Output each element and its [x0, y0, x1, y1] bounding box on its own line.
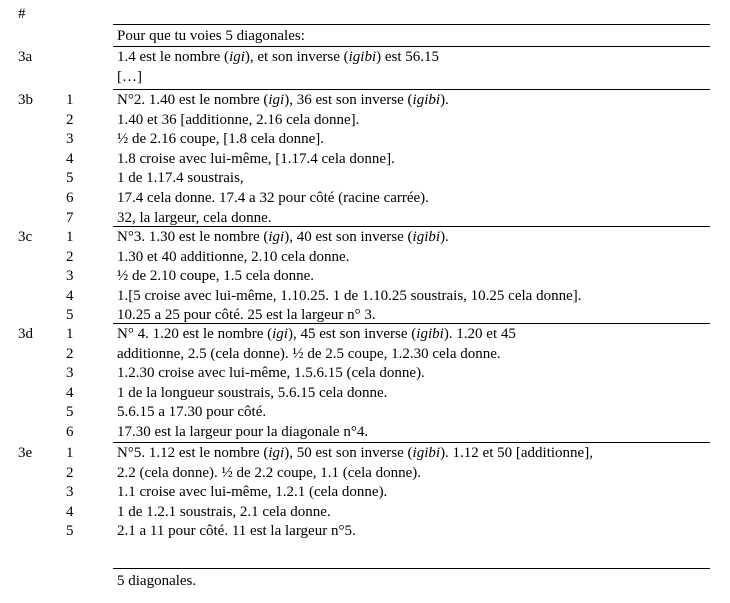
line-number: 2: [66, 112, 74, 128]
line-number: 4: [66, 288, 74, 304]
text-part: ).: [440, 92, 449, 108]
text-part: N°5. 1.12 est le nombre (: [117, 445, 269, 461]
text-part: ), 50 est son inverse (: [284, 445, 413, 461]
line-text: [117, 503, 331, 521]
italic-term: igibi: [416, 326, 444, 342]
line-text: [117, 364, 425, 382]
hash-symbol: #: [18, 6, 26, 22]
line-text: [117, 522, 356, 540]
text-part: ½ de 2.16 coupe, [1.8 cela donne].: [117, 131, 325, 147]
line-number: 5: [66, 404, 74, 420]
italic-term: igibi: [412, 229, 441, 245]
line-number: 1: [66, 229, 74, 245]
line-text: [117, 345, 501, 363]
line-text: [117, 267, 314, 285]
section-rule: [113, 442, 710, 443]
line-text: [117, 48, 439, 66]
line-text: [117, 91, 449, 109]
line-text: [117, 444, 593, 462]
line-number: 3: [66, 131, 74, 147]
text-part: ), et son inverse (: [244, 49, 349, 65]
line-number: 2: [66, 346, 74, 362]
line-number: 5: [66, 307, 74, 323]
line-text: [117, 403, 266, 421]
text-part: 1.4 est le nombre (: [117, 49, 230, 65]
line-text: [117, 130, 324, 148]
line-text: [117, 150, 395, 168]
footer-text: 5 diagonales.: [117, 573, 197, 589]
line-number: 3: [66, 365, 74, 381]
italic-term: igi: [229, 49, 245, 65]
text-part: 1.30 et 40 additionne, 2.10 cela donne.: [117, 249, 350, 265]
text-part: N°2. 1.40 est le nombre (: [117, 92, 269, 108]
text-part: 1.2.30 croise avec lui-même, 1.5.6.15 (cela donne).: [117, 365, 425, 381]
line-number: 5: [66, 523, 74, 539]
line-number: 2: [66, 465, 74, 481]
line-text: [117, 325, 516, 343]
text-part: 32, la largeur, cela donne.: [117, 210, 272, 226]
italic-term: igi: [268, 92, 285, 108]
section-label: 3a: [18, 49, 33, 65]
text-part: 2.1 a 11 pour côté. 11 est la largeur n°5.: [117, 523, 356, 539]
line-text: [117, 169, 244, 187]
text-part: 1 de 1.2.1 soustrais, 2.1 cela donne.: [117, 504, 331, 520]
line-number: 3: [66, 268, 74, 284]
section-rule: [113, 89, 710, 90]
text-part: 17.30 est la largeur pour la diagonale n°4.: [117, 424, 369, 440]
rule-header: [113, 46, 710, 47]
text-part: N°3. 1.30 est le nombre (: [117, 229, 269, 245]
text-part: 1 de 1.17.4 soustrais,: [117, 170, 244, 186]
line-number: 1: [66, 92, 74, 108]
line-number: 6: [66, 190, 74, 206]
rule-top: [113, 24, 710, 25]
italic-term: igibi: [412, 445, 441, 461]
text-part: ). 1.20 et 45: [443, 326, 516, 342]
section-rule: [113, 226, 710, 227]
section-label: 3e: [18, 445, 33, 461]
section-label: 3d: [18, 326, 33, 342]
text-part: additionne, 2.5 (cela donne). ½ de 2.5 coupe, 1.2.30 cela donne.: [117, 346, 501, 362]
line-text: [117, 111, 359, 129]
text-part: […]: [117, 69, 142, 85]
line-text: [117, 464, 421, 482]
line-text: [117, 384, 387, 402]
text-part: ).: [440, 229, 449, 245]
line-text: [117, 68, 142, 86]
text-part: 1 de la longueur soustrais, 5.6.15 cela donne.: [117, 385, 388, 401]
section-rule: [113, 323, 710, 324]
text-part: ), 36 est son inverse (: [284, 92, 413, 108]
text-part: 2.2 (cela donne). ½ de 2.2 coupe, 1.1 (cela donne).: [117, 465, 422, 481]
text-part: ) est 56.15: [376, 49, 440, 65]
line-number: 4: [66, 385, 74, 401]
italic-term: igibi: [412, 92, 441, 108]
italic-term: igibi: [348, 49, 377, 65]
text-part: 1.1 croise avec lui-même, 1.2.1 (cela donne).: [117, 484, 388, 500]
line-number: 5: [66, 170, 74, 186]
line-number: 2: [66, 249, 74, 265]
text-part: ), 45 est son inverse (: [287, 326, 417, 342]
line-text: [117, 423, 368, 441]
line-number: 4: [66, 151, 74, 167]
text-part: 1.40 et 36 [additionne, 2.16 cela donne].: [117, 112, 360, 128]
line-text: [117, 248, 349, 266]
italic-term: igi: [268, 229, 285, 245]
line-text: [117, 209, 271, 227]
text-part: 1.[5 croise avec lui-même, 1.10.25. 1 de 1.10.25 soustrais, 10.25 cela donne].: [117, 288, 582, 304]
line-number: 7: [66, 210, 74, 226]
text-part: 17.4 cela donne. 17.4 a 32 pour côté (racine carrée).: [117, 190, 429, 206]
text-part: ), 40 est son inverse (: [284, 229, 413, 245]
section-label: 3b: [18, 92, 33, 108]
line-number: 4: [66, 504, 74, 520]
line-number: 6: [66, 424, 74, 440]
line-text: [117, 483, 387, 501]
rule-footer: [113, 568, 710, 569]
text-part: ½ de 2.10 coupe, 1.5 cela donne.: [117, 268, 315, 284]
text-part: 10.25 a 25 pour côté. 25 est la largeur n° 3.: [117, 307, 376, 323]
line-text: [117, 287, 581, 305]
text-part: N° 4. 1.20 est le nombre (: [117, 326, 273, 342]
italic-term: igi: [268, 445, 285, 461]
section-label: 3c: [18, 229, 33, 245]
line-number: 1: [66, 445, 74, 461]
line-number: 1: [66, 326, 74, 342]
line-text: [117, 189, 429, 207]
text-part: ). 1.12 et 50 [additionne],: [440, 445, 593, 461]
header-text: Pour que tu voies 5 diagonales:: [117, 28, 305, 44]
line-text: [117, 306, 376, 324]
line-text: [117, 228, 449, 246]
italic-term: igi: [272, 326, 288, 342]
text-part: 1.8 croise avec lui-même, [1.17.4 cela donne].: [117, 151, 395, 167]
line-number: 3: [66, 484, 74, 500]
text-part: 5.6.15 a 17.30 pour côté.: [117, 404, 267, 420]
